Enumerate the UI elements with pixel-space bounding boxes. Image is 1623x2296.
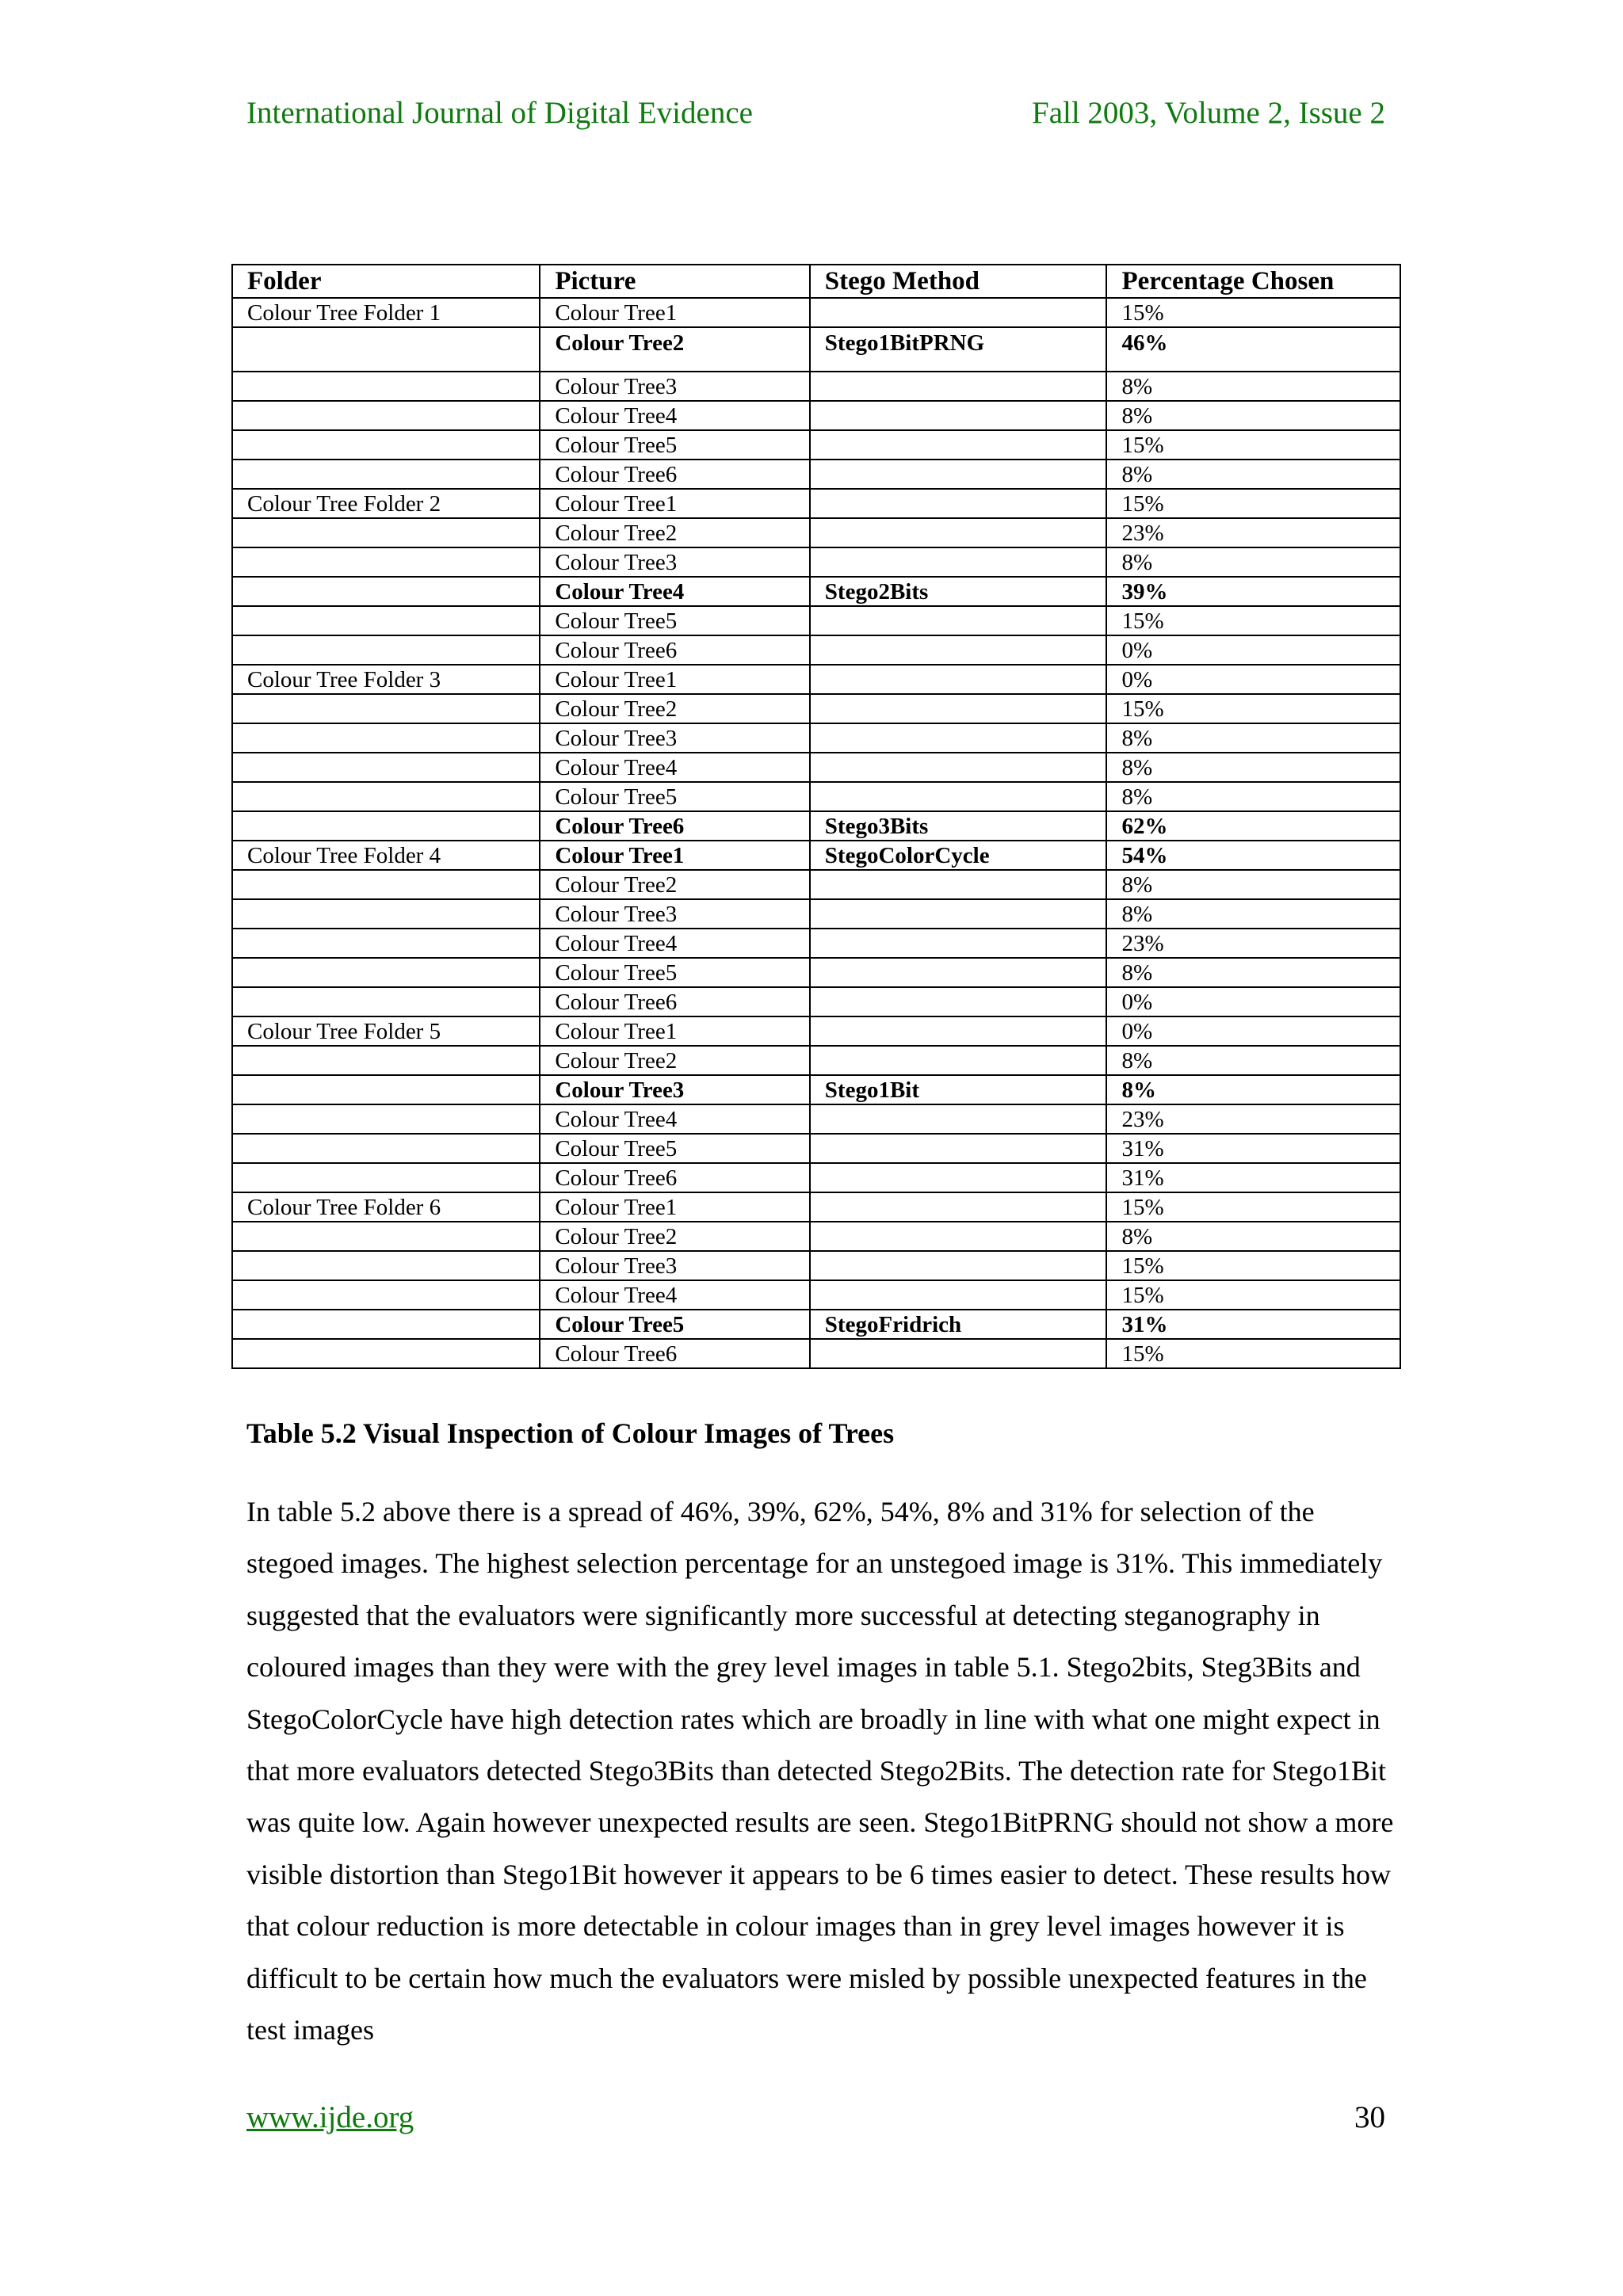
page-number: 30 bbox=[1354, 2100, 1385, 2134]
cell-picture: Colour Tree1 bbox=[540, 665, 809, 694]
cell-stego-method bbox=[810, 870, 1107, 899]
cell-folder bbox=[232, 430, 540, 460]
cell-stego-method bbox=[810, 899, 1107, 929]
cell-folder bbox=[232, 327, 540, 372]
cell-folder bbox=[232, 577, 540, 606]
cell-stego-method bbox=[810, 401, 1107, 430]
cell-stego-method bbox=[810, 1222, 1107, 1251]
cell-percentage: 8% bbox=[1106, 401, 1400, 430]
table-header-row bbox=[232, 265, 1400, 298]
cell-picture: Colour Tree2 bbox=[540, 1222, 809, 1251]
table-row bbox=[232, 841, 1400, 870]
table-row bbox=[232, 606, 1400, 635]
table-row bbox=[232, 1104, 1400, 1134]
table-row bbox=[232, 401, 1400, 430]
cell-percentage: 15% bbox=[1106, 430, 1400, 460]
cell-picture: Colour Tree4 bbox=[540, 1280, 809, 1310]
cell-percentage: 8% bbox=[1106, 372, 1400, 401]
cell-picture: Colour Tree5 bbox=[540, 782, 809, 811]
cell-percentage: 15% bbox=[1106, 1192, 1400, 1222]
results-table bbox=[231, 264, 1401, 1369]
cell-picture: Colour Tree1 bbox=[540, 841, 809, 870]
cell-percentage: 39% bbox=[1106, 577, 1400, 606]
table-row bbox=[232, 635, 1400, 665]
cell-percentage: 23% bbox=[1106, 929, 1400, 958]
cell-folder: Colour Tree Folder 4 bbox=[232, 841, 540, 870]
cell-percentage: 8% bbox=[1106, 899, 1400, 929]
cell-folder bbox=[232, 1222, 540, 1251]
cell-folder: Colour Tree Folder 6 bbox=[232, 1192, 540, 1222]
cell-folder bbox=[232, 929, 540, 958]
table-row bbox=[232, 1222, 1400, 1251]
cell-picture: Colour Tree2 bbox=[540, 518, 809, 547]
cell-stego-method bbox=[810, 1280, 1107, 1310]
cell-percentage: 62% bbox=[1106, 811, 1400, 841]
cell-percentage: 15% bbox=[1106, 489, 1400, 518]
cell-stego-method bbox=[810, 958, 1107, 987]
cell-folder bbox=[232, 811, 540, 841]
cell-folder bbox=[232, 753, 540, 782]
cell-picture: Colour Tree2 bbox=[540, 694, 809, 723]
cell-picture: Colour Tree3 bbox=[540, 372, 809, 401]
cell-stego-method: Stego1Bit bbox=[810, 1075, 1107, 1104]
cell-stego-method bbox=[810, 460, 1107, 489]
cell-stego-method bbox=[810, 929, 1107, 958]
cell-picture: Colour Tree6 bbox=[540, 1339, 809, 1368]
table-row bbox=[232, 518, 1400, 547]
cell-picture: Colour Tree2 bbox=[540, 327, 809, 372]
cell-folder bbox=[232, 1075, 540, 1104]
cell-percentage: 15% bbox=[1106, 694, 1400, 723]
cell-picture: Colour Tree4 bbox=[540, 753, 809, 782]
cell-percentage: 15% bbox=[1106, 298, 1400, 327]
cell-percentage: 0% bbox=[1106, 665, 1400, 694]
cell-percentage: 0% bbox=[1106, 987, 1400, 1016]
cell-stego-method: Stego3Bits bbox=[810, 811, 1107, 841]
cell-picture: Colour Tree5 bbox=[540, 606, 809, 635]
table-row bbox=[232, 753, 1400, 782]
cell-picture: Colour Tree2 bbox=[540, 1046, 809, 1075]
cell-folder bbox=[232, 870, 540, 899]
table-row bbox=[232, 298, 1400, 327]
table-row bbox=[232, 1339, 1400, 1368]
paragraph-text: In table 5.2 above there is a spread of 46%, 39%, 62%, 54%, 8% and 31% for selection of the stegoed images. The highest selection percentage for an unstegoed image is 31%. This immediately suggested that the evaluators were significantly more successful at detecting steganography in coloured images than they were with the grey level images in table 5.1. Stego2bits, Steg3Bits and StegoColorCycle have high detection rates which are broadly in line with what one might expect in that more evaluators detected Stego3Bits than detected Stego2Bits. The detection rate for Stego1Bit was quite low. Again however unexpected results are seen. Stego1BitPRNG should not show a more visible distortion than Stego1Bit however it appears to be 6 times easier to detect. These results how that colour reduction is more detectable in colour images than in grey level images however it is difficult to be certain how much the evaluators were misled by possible unexpected features in the test images bbox=[246, 1496, 1394, 2046]
cell-folder bbox=[232, 723, 540, 753]
cell-percentage: 31% bbox=[1106, 1134, 1400, 1163]
cell-percentage: 8% bbox=[1106, 460, 1400, 489]
cell-stego-method bbox=[810, 1016, 1107, 1046]
cell-picture: Colour Tree6 bbox=[540, 811, 809, 841]
cell-percentage: 54% bbox=[1106, 841, 1400, 870]
table-row bbox=[232, 899, 1400, 929]
cell-percentage: 15% bbox=[1106, 1339, 1400, 1368]
cell-picture: Colour Tree1 bbox=[540, 1192, 809, 1222]
cell-percentage: 8% bbox=[1106, 753, 1400, 782]
cell-picture: Colour Tree6 bbox=[540, 1163, 809, 1192]
cell-stego-method bbox=[810, 606, 1107, 635]
cell-percentage: 8% bbox=[1106, 1222, 1400, 1251]
cell-percentage: 0% bbox=[1106, 635, 1400, 665]
cell-folder bbox=[232, 518, 540, 547]
cell-folder bbox=[232, 1339, 540, 1368]
cell-picture: Colour Tree3 bbox=[540, 899, 809, 929]
cell-stego-method bbox=[810, 665, 1107, 694]
table-row bbox=[232, 1134, 1400, 1163]
cell-percentage: 15% bbox=[1106, 1251, 1400, 1280]
cell-stego-method bbox=[810, 298, 1107, 327]
cell-folder bbox=[232, 1280, 540, 1310]
cell-stego-method bbox=[810, 518, 1107, 547]
cell-picture: Colour Tree4 bbox=[540, 929, 809, 958]
cell-folder: Colour Tree Folder 1 bbox=[232, 298, 540, 327]
cell-picture: Colour Tree5 bbox=[540, 1134, 809, 1163]
column-header-picture: Picture bbox=[540, 265, 809, 298]
cell-stego-method bbox=[810, 753, 1107, 782]
cell-stego-method bbox=[810, 1251, 1107, 1280]
table-row bbox=[232, 577, 1400, 606]
table-row bbox=[232, 1192, 1400, 1222]
cell-folder bbox=[232, 1134, 540, 1163]
cell-percentage: 8% bbox=[1106, 782, 1400, 811]
cell-folder bbox=[232, 899, 540, 929]
cell-percentage: 8% bbox=[1106, 958, 1400, 987]
cell-percentage: 8% bbox=[1106, 1046, 1400, 1075]
cell-stego-method: StegoFridrich bbox=[810, 1310, 1107, 1339]
cell-picture: Colour Tree5 bbox=[540, 958, 809, 987]
cell-folder bbox=[232, 1046, 540, 1075]
cell-percentage: 15% bbox=[1106, 1280, 1400, 1310]
cell-folder bbox=[232, 958, 540, 987]
cell-percentage: 46% bbox=[1106, 327, 1400, 372]
cell-percentage: 8% bbox=[1106, 723, 1400, 753]
cell-stego-method bbox=[810, 1192, 1107, 1222]
table-body bbox=[232, 298, 1400, 1368]
cell-percentage: 0% bbox=[1106, 1016, 1400, 1046]
cell-percentage: 8% bbox=[1106, 1075, 1400, 1104]
cell-percentage: 31% bbox=[1106, 1310, 1400, 1339]
issue-info: Fall 2003, Volume 2, Issue 2 bbox=[1032, 96, 1385, 130]
cell-percentage: 15% bbox=[1106, 606, 1400, 635]
journal-title: International Journal of Digital Evidence bbox=[246, 96, 753, 130]
table-row bbox=[232, 1016, 1400, 1046]
table-row bbox=[232, 665, 1400, 694]
cell-folder bbox=[232, 694, 540, 723]
cell-folder bbox=[232, 460, 540, 489]
table-row bbox=[232, 1163, 1400, 1192]
table-row bbox=[232, 1280, 1400, 1310]
cell-folder bbox=[232, 547, 540, 577]
cell-picture: Colour Tree5 bbox=[540, 1310, 809, 1339]
table-row bbox=[232, 1310, 1400, 1339]
cell-folder bbox=[232, 1104, 540, 1134]
cell-picture: Colour Tree3 bbox=[540, 723, 809, 753]
cell-folder bbox=[232, 782, 540, 811]
cell-folder bbox=[232, 606, 540, 635]
table-row bbox=[232, 782, 1400, 811]
table-row bbox=[232, 460, 1400, 489]
cell-folder: Colour Tree Folder 5 bbox=[232, 1016, 540, 1046]
cell-stego-method bbox=[810, 1163, 1107, 1192]
cell-stego-method bbox=[810, 1339, 1107, 1368]
cell-stego-method bbox=[810, 694, 1107, 723]
table-row bbox=[232, 694, 1400, 723]
table-row bbox=[232, 987, 1400, 1016]
cell-folder bbox=[232, 987, 540, 1016]
cell-percentage: 31% bbox=[1106, 1163, 1400, 1192]
cell-percentage: 8% bbox=[1106, 870, 1400, 899]
cell-folder bbox=[232, 635, 540, 665]
cell-folder bbox=[232, 1251, 540, 1280]
cell-picture: Colour Tree5 bbox=[540, 430, 809, 460]
cell-picture: Colour Tree1 bbox=[540, 489, 809, 518]
table-row bbox=[232, 1075, 1400, 1104]
cell-stego-method bbox=[810, 782, 1107, 811]
cell-stego-method: StegoColorCycle bbox=[810, 841, 1107, 870]
cell-picture: Colour Tree6 bbox=[540, 987, 809, 1016]
cell-folder: Colour Tree Folder 3 bbox=[232, 665, 540, 694]
cell-picture: Colour Tree1 bbox=[540, 298, 809, 327]
cell-picture: Colour Tree4 bbox=[540, 401, 809, 430]
table-row bbox=[232, 547, 1400, 577]
cell-stego-method: Stego1BitPRNG bbox=[810, 327, 1107, 372]
column-header-percentage: Percentage Chosen bbox=[1106, 265, 1400, 298]
table-row bbox=[232, 372, 1400, 401]
cell-picture: Colour Tree4 bbox=[540, 1104, 809, 1134]
cell-folder bbox=[232, 401, 540, 430]
table-row bbox=[232, 811, 1400, 841]
table-row bbox=[232, 327, 1400, 372]
cell-stego-method bbox=[810, 1046, 1107, 1075]
cell-folder bbox=[232, 372, 540, 401]
cell-stego-method bbox=[810, 547, 1107, 577]
cell-stego-method bbox=[810, 987, 1107, 1016]
cell-picture: Colour Tree3 bbox=[540, 547, 809, 577]
table-row bbox=[232, 958, 1400, 987]
column-header-folder: Folder bbox=[232, 265, 540, 298]
cell-percentage: 23% bbox=[1106, 1104, 1400, 1134]
cell-percentage: 23% bbox=[1106, 518, 1400, 547]
table-row bbox=[232, 929, 1400, 958]
cell-picture: Colour Tree3 bbox=[540, 1075, 809, 1104]
cell-folder bbox=[232, 1163, 540, 1192]
website-link[interactable]: www.ijde.org bbox=[246, 2100, 414, 2134]
cell-picture: Colour Tree3 bbox=[540, 1251, 809, 1280]
table-row bbox=[232, 430, 1400, 460]
cell-folder: Colour Tree Folder 2 bbox=[232, 489, 540, 518]
cell-stego-method bbox=[810, 489, 1107, 518]
cell-picture: Colour Tree1 bbox=[540, 1016, 809, 1046]
cell-picture: Colour Tree6 bbox=[540, 460, 809, 489]
column-header-stego-method: Stego Method bbox=[810, 265, 1107, 298]
table-row bbox=[232, 1251, 1400, 1280]
cell-picture: Colour Tree6 bbox=[540, 635, 809, 665]
table-row bbox=[232, 1046, 1400, 1075]
cell-stego-method bbox=[810, 723, 1107, 753]
table-caption: Table 5.2 Visual Inspection of Colour Images of Trees bbox=[246, 1417, 895, 1449]
cell-stego-method bbox=[810, 372, 1107, 401]
cell-stego-method bbox=[810, 635, 1107, 665]
cell-folder bbox=[232, 1310, 540, 1339]
table-row bbox=[232, 723, 1400, 753]
table-row bbox=[232, 870, 1400, 899]
cell-picture: Colour Tree2 bbox=[540, 870, 809, 899]
cell-percentage: 8% bbox=[1106, 547, 1400, 577]
cell-stego-method bbox=[810, 1134, 1107, 1163]
cell-stego-method: Stego2Bits bbox=[810, 577, 1107, 606]
cell-stego-method bbox=[810, 1104, 1107, 1134]
cell-stego-method bbox=[810, 430, 1107, 460]
table-row bbox=[232, 489, 1400, 518]
body-paragraph bbox=[246, 1486, 1403, 2056]
cell-picture: Colour Tree4 bbox=[540, 577, 809, 606]
